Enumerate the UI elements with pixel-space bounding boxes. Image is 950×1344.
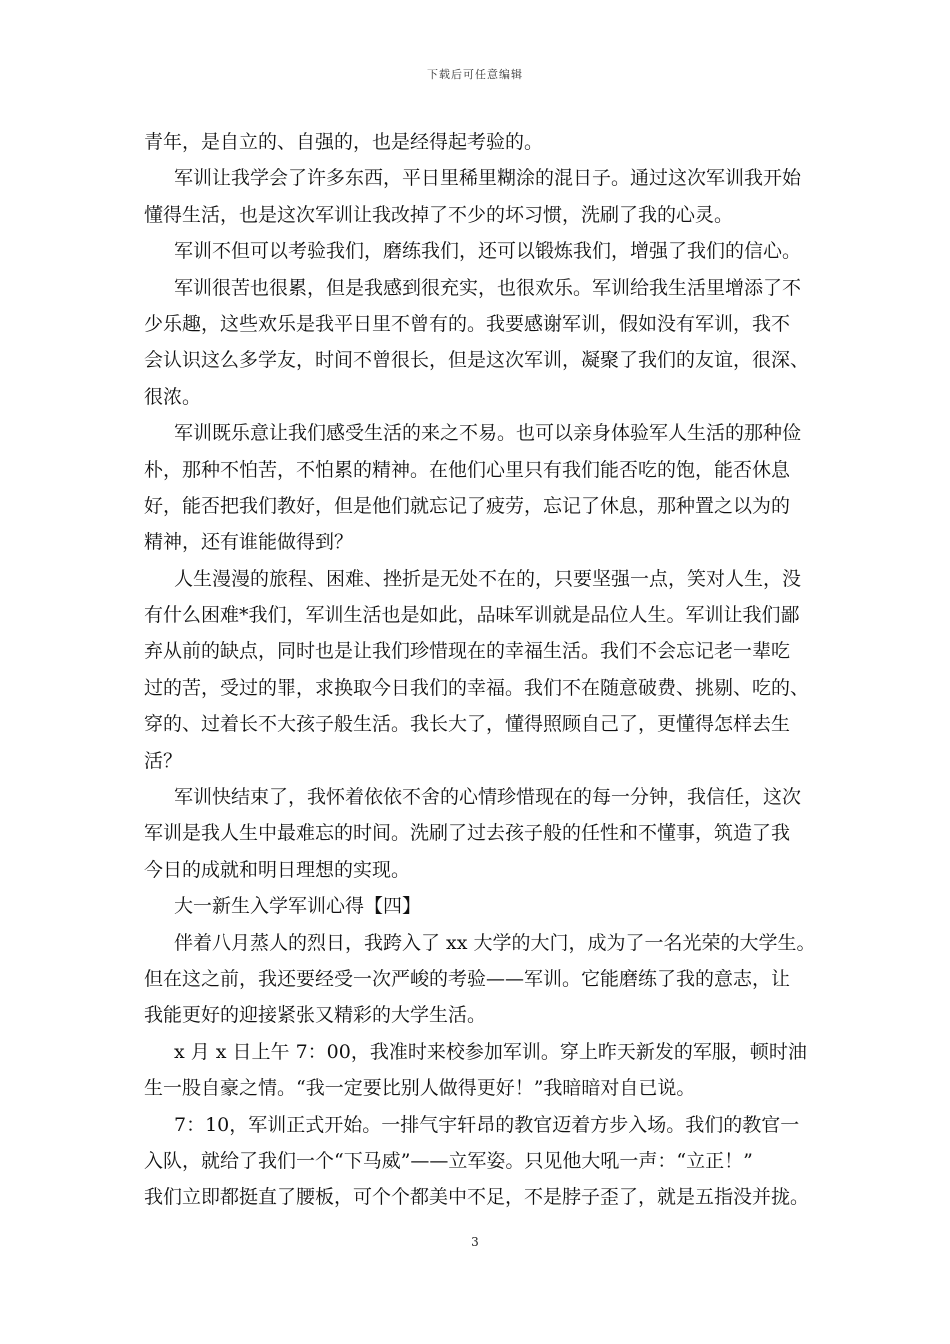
body-line: 少乐趣，这些欢乐是我平日里不曾有的。我要感谢军训，假如没有军训，我不: [144, 312, 791, 335]
body-line: 军训很苦也很累，但是我感到很充实，也很欢乐。军训给我生活里增添了不: [174, 276, 802, 299]
body-line: 我们立即都挺直了腰板，可个个都美中不足，不是脖子歪了，就是五指没并拢。: [144, 1186, 810, 1209]
section-heading: 大一新生入学军训心得【四】: [174, 895, 422, 918]
body-line: 穿的、过着长不大孩子般生活。我长大了，懂得照顾自己了，更懂得怎样去生: [144, 713, 791, 736]
body-line: 军训让我学会了许多东西，平日里稀里糊涂的混日子。通过这次军训我开始: [174, 167, 802, 190]
body-line: 军训快结束了，我怀着依依不舍的心情珍惜现在的每一分钟，我信任，这次: [174, 786, 802, 809]
body-line: 精神，还有谁能做得到？: [144, 531, 354, 554]
body-line: 人生漫漫的旅程、困难、挫折是无处不在的，只要坚强一点，笑对人生，没: [174, 567, 802, 590]
document-body: [144, 124, 820, 1216]
body-line: 朴，那种不怕苦，不怕累的精神。在他们心里只有我们能否吃的饱，能否休息: [144, 458, 791, 481]
header-note: 下载后可任意编辑: [427, 68, 523, 81]
body-line: 今日的成就和明日理想的实现。: [144, 858, 411, 881]
body-line: 伴着八月蒸人的烈日，我跨入了 xx 大学的大门，成为了一名光荣的大学生。: [174, 931, 816, 954]
body-line: 有什么困难*我们，军训生活也是如此，品味军训就是品位人生。军训让我们鄙: [144, 604, 800, 627]
body-line: 青年，是自立的、自强的，也是经得起考验的。: [144, 131, 544, 153]
body-line: 但在这之前，我还要经受一次严峻的考验——军训。它能磨练了我的意志，让: [144, 967, 791, 990]
body-line: 生一股自豪之情。“我一定要比别人做得更好！”我暗暗对自已说。: [144, 1077, 696, 1100]
body-line: 7：10，军训正式开始。一排气宇轩昂的教官迈着方步入场。我们的教官一: [174, 1113, 800, 1136]
body-line: 军训不但可以考验我们，磨练我们，还可以锻炼我们，增强了我们的信心。: [174, 240, 802, 263]
body-line: 弃从前的缺点，同时也是让我们珍惜现在的幸福生活。我们不会忘记老一辈吃: [144, 640, 791, 663]
body-line: 很浓。: [144, 385, 202, 408]
body-line: 活？: [144, 749, 183, 772]
body-line: 好，能否把我们教好，但是他们就忘记了疲劳，忘记了休息，那种置之以为的: [144, 494, 791, 517]
body-line: x 月 x 日上午 7：00，我准时来校参加军训。穿上昨天新发的军服，顿时油: [174, 1040, 807, 1063]
page-number: 3: [471, 1235, 479, 1249]
body-line: 我能更好的迎接紧张又精彩的大学生活。: [144, 1004, 487, 1027]
body-line: 军训是我人生中最难忘的时间。洗刷了过去孩子般的任性和不懂事，筑造了我: [144, 822, 791, 845]
body-line: 军训既乐意让我们感受生活的来之不易。也可以亲身体验军人生活的那种俭: [174, 422, 802, 445]
body-line: 会认识这么多学友，时间不曾很长，但是这次军训，凝聚了我们的友谊，很深、: [144, 349, 810, 372]
body-line: 懂得生活，也是这次军训让我改掉了不少的坏习惯，洗刷了我的心灵。: [144, 203, 734, 226]
body-line: 过的苦，受过的罪，求换取今日我们的幸福。我们不在随意破费、挑剔、吃的、: [144, 676, 810, 699]
body-line: 入队，就给了我们一个“下马威”——立军姿。只见他大吼一声：“立正！”: [144, 1149, 753, 1172]
